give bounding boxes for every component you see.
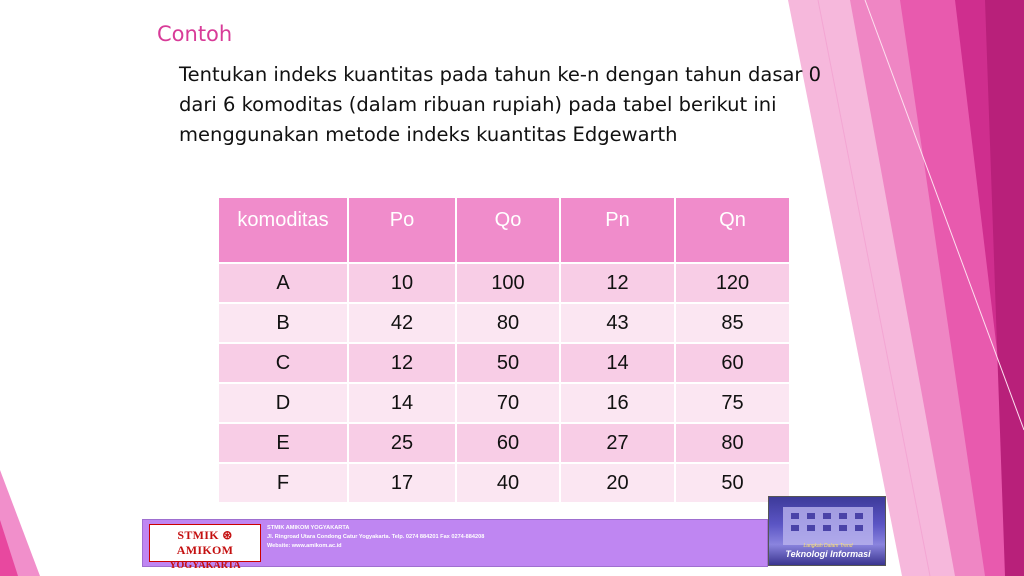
table-cell: 27 bbox=[560, 423, 675, 463]
table-row bbox=[218, 383, 790, 423]
table-cell: 42 bbox=[348, 303, 456, 343]
window-shape bbox=[791, 525, 799, 531]
logo-bottom-text: YOGYAKARTA bbox=[169, 560, 241, 571]
table-cell: 17 bbox=[348, 463, 456, 503]
table-cell: E bbox=[218, 423, 348, 463]
header-qn: Qn bbox=[675, 197, 790, 263]
commodity-table bbox=[217, 196, 791, 504]
photo-tagline: Langkah Dalam Trend bbox=[803, 543, 853, 549]
photo-caption bbox=[773, 543, 883, 559]
table-cell: D bbox=[218, 383, 348, 423]
footer-banner bbox=[142, 519, 768, 571]
window-shape bbox=[807, 525, 815, 531]
table-cell: 70 bbox=[456, 383, 560, 423]
header-po: Po bbox=[348, 197, 456, 263]
table-cell: 20 bbox=[560, 463, 675, 503]
table-cell: 50 bbox=[456, 343, 560, 383]
table-header-row bbox=[218, 197, 790, 263]
footer-institution: STMIK AMIKOM YOGYAKARTA bbox=[267, 525, 350, 531]
window-shape bbox=[807, 513, 815, 519]
window-shape bbox=[855, 525, 863, 531]
header-pn: Pn bbox=[560, 197, 675, 263]
table-row bbox=[218, 343, 790, 383]
header-komoditas: komoditas bbox=[218, 197, 348, 263]
table-cell: 50 bbox=[675, 463, 790, 503]
table-cell: 12 bbox=[560, 263, 675, 303]
window-shape bbox=[823, 525, 831, 531]
table-row bbox=[218, 303, 790, 343]
window-shape bbox=[791, 513, 799, 519]
window-shape bbox=[839, 513, 847, 519]
campus-photo bbox=[768, 496, 886, 566]
table-cell: 12 bbox=[348, 343, 456, 383]
footer-address: Jl. Ringroad Utara Condong Catur Yogyakarta. Telp. 0274 884201 Fax 0274-884208 bbox=[267, 534, 485, 540]
table-cell: 80 bbox=[675, 423, 790, 463]
table-cell: F bbox=[218, 463, 348, 503]
footer-info bbox=[267, 524, 484, 551]
table-row bbox=[218, 463, 790, 503]
table-cell: 14 bbox=[560, 343, 675, 383]
table-cell: 14 bbox=[348, 383, 456, 423]
logo-top-text: STMIK ⊛ AMIKOM bbox=[176, 528, 234, 557]
table-cell: 25 bbox=[348, 423, 456, 463]
table-cell: B bbox=[218, 303, 348, 343]
table-cell: 100 bbox=[456, 263, 560, 303]
window-shape bbox=[823, 513, 831, 519]
footer-website: Website: www.amikom.ac.id bbox=[267, 543, 342, 549]
window-shape bbox=[855, 513, 863, 519]
slide-title: Contoh bbox=[157, 22, 233, 46]
header-qo: Qo bbox=[456, 197, 560, 263]
table-cell: A bbox=[218, 263, 348, 303]
slide-body-text: Tentukan indeks kuantitas pada tahun ke-n dengan tahun dasar 0 dari 6 komoditas (dalam ribuan rupiah) pada tabel berikut ini menggunakan metode indeks kuantitas Edgewarth bbox=[179, 63, 822, 146]
table-cell: C bbox=[218, 343, 348, 383]
table-cell: 75 bbox=[675, 383, 790, 423]
table-cell: 40 bbox=[456, 463, 560, 503]
table-cell: 85 bbox=[675, 303, 790, 343]
table-cell: 80 bbox=[456, 303, 560, 343]
photo-brand: Teknologi Informasi bbox=[785, 549, 871, 559]
table-cell: 60 bbox=[456, 423, 560, 463]
table-cell: 10 bbox=[348, 263, 456, 303]
amikom-logo bbox=[149, 524, 261, 571]
table-row bbox=[218, 263, 790, 303]
table-row bbox=[218, 423, 790, 463]
table-cell: 16 bbox=[560, 383, 675, 423]
table-cell: 60 bbox=[675, 343, 790, 383]
table-cell: 43 bbox=[560, 303, 675, 343]
table-cell: 120 bbox=[675, 263, 790, 303]
window-shape bbox=[839, 525, 847, 531]
